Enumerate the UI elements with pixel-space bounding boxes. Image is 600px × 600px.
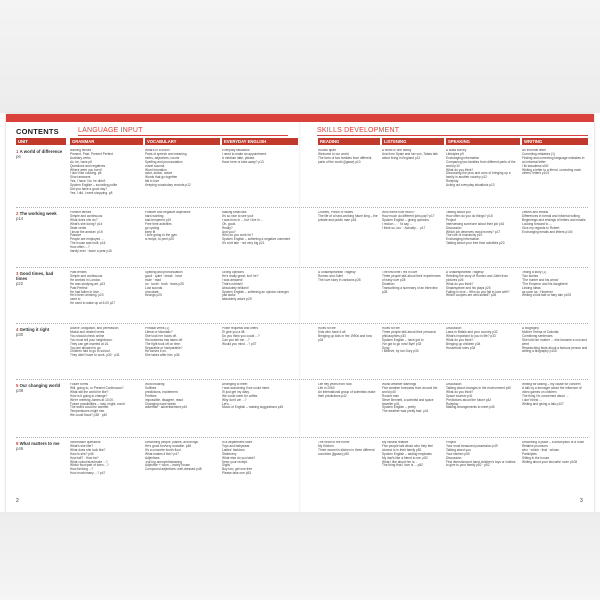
everyday-english-cell: Everyday situations I need to make an appointment. A medium latte, please. Have here or take away? p13 — [222, 149, 267, 164]
vocabulary-cell: Spelling and pronunciation good · quiet · break · heat mule · mad no · tooth · truth · tears p25 Lost sounds chocolate throngs p25 — [145, 271, 184, 298]
reading-cell: A Shakespearean Tragedy Romeo and Juliet The love story in cartoons p26 — [318, 271, 361, 282]
listening-cell: Rules for life Three people talk about their personal philosophies p33 Spoken English – have got to I've got to go now! Bye! p33 Song I Believe, by Ian Dury p33 — [382, 327, 436, 354]
column-header-reading: READING — [318, 138, 380, 145]
row-separator — [16, 437, 588, 438]
speaking-cell: Talking about you How often do you do things? p15 Project Interviewing someone about their job p16 Discussion Which job deserves most money? p17 The role of monarchy p19 Exchanging information Talking about your free time activities p20 — [446, 211, 505, 246]
language-input-rule — [78, 135, 288, 136]
column-header-listening: LISTENING — [382, 138, 444, 145]
vocabulary-cell: Positive and negative adjectives hard-working bad-tempered p19 Free time activities go cycling keep fit I love going to the gym. a recipe, to peel p20 — [145, 211, 191, 242]
unit-row — [16, 209, 588, 265]
everyday-english-cell: Arranging to meet I was wondering if we could meet. I'll just get my diary. We could meet for coffee. Why don't we ...? Let's ... Music of English – making suggestions p45 — [222, 383, 284, 410]
unit-label — [16, 149, 64, 159]
everyday-english-cell: In a department store Toys and babywear Ladies' fashions Stationery What else do you take? Keep your receipt. Signs Buy two, get one free Please take one p53 — [222, 441, 256, 476]
scan-background-bottom — [0, 512, 600, 600]
language-input-heading: LANGUAGE INPUT — [78, 127, 143, 134]
unit-page: p14 — [16, 216, 24, 221]
scan-background-top — [0, 0, 600, 113]
unit-title: Good times, bad times — [16, 271, 54, 281]
column-header-unit: UNIT — [16, 138, 66, 145]
reading-cell: The heart of the home My Kitchen Three women's kitchen in three different countries (jigsaw) p50 — [318, 441, 375, 456]
unit-number: 1 — [16, 149, 19, 154]
speaking-cell: A Shakespearean Tragedy Retelling the story of Romeo and Juliet from pictures p26 What do you think? Shakespeare and his plays p26 Falling in love – Who do you fall in love with? Which couples are well-suited? p28 — [446, 271, 510, 298]
unit-page: p38 — [16, 388, 24, 393]
speaking-cell: Discussion Talking about changes in the environment p40 What do you think? Space tourism p41 Predictions about the future p42 Roleplay Making arrangements to meet p45 — [446, 383, 512, 410]
contents-title: CONTENTS — [16, 127, 59, 136]
grammar-cell: Present tenses Simple and continuous What does she do? What's she doing? p14 State verbs I know the answer. p15 Passive People are employed ... The house was built. p16 How often ...? hardly ever · twice a year p15 — [70, 211, 112, 254]
listening-cell: World weather warnings Five weather forecasts from around the world p40 Rocket man Steve Bennett, a scientist and space traveller p41 Spoken English – pretty The weather was pretty bad. p41 — [382, 383, 438, 414]
column-header-everyday-english: EVERYDAY ENGLISH — [222, 138, 298, 145]
unit-page: p6 — [16, 154, 21, 159]
grammar-cell: Information questions What's she like? What does she look like? How is she? p46 How tall? · How far? What colour/size/make ...? Which floor/part of town ...? How far/long ...? How much/many ...? p47 — [70, 441, 109, 476]
unit-row — [16, 325, 588, 377]
column-header-writing: WRITING — [522, 138, 588, 145]
writing-cell: An informal letter Correcting mistakes (1) Finding and correcting language mistakes in an informal letter I lik stauderss s04! Writing a letter to a friend, correcting each others' letters p103 — [522, 149, 585, 176]
vocabulary-cell: Describing people, places, and things He's good fun/very sociable. p46 It's a concrete fourth floor. What makes it tick? p47 Adjectives -ed/-ing annoyed/amazing Adjective + noun – lovely house Compound adjectives: well-dressed p48 — [145, 441, 202, 472]
page-number-right: 3 — [580, 498, 583, 504]
everyday-english-cell: Giving opinions He's really great, isn't he? I was amazed! That's rubbish! Absolutely brilliant! Spoken English – softening an opinion stronger just awful absolutely adore p29 — [222, 271, 289, 302]
writing-cell: Writing for talking – my cause for concern A talk by a teenager about the influence of video games on children The thing I'm concerned about ... I don't think ... Writing and giving a talk p107 — [522, 383, 582, 406]
unit-row — [16, 269, 588, 321]
row-separator — [16, 379, 588, 380]
unit-title: What matters to me — [19, 441, 60, 446]
unit-label — [16, 327, 64, 337]
vocabulary-cell: Word building Suffixes predictions, excitement Prefixes impossible, disagree, react Changing word stress advertise · advertisement p44 — [145, 383, 187, 410]
contents-spread — [6, 114, 594, 512]
unit-row — [16, 381, 588, 435]
unit-title: The working week — [19, 211, 57, 216]
unit-number: 3 — [16, 271, 19, 276]
writing-cell: Telling a story (1) Two stories 'The hunter and his arrow' 'The Emperor and his daughters' Linking ideas as soon as · However Writing a folk tale or fairy tale p105 — [522, 271, 572, 298]
unit-number: 4 — [16, 327, 19, 332]
row-separator — [16, 323, 588, 324]
reading-cell: Rules for life Kids who have it all Bringing up kids in the 1950s and now p34 — [318, 327, 372, 342]
grammar-cell: Future forms Will, going to, or Present Continuous? What will the world be like? How is it going to change? We're meeting James at 10.00. Future possibilities – may, might, could The world could be warmer. Temperatures might rise. We could flood? p38 · p40 — [70, 383, 125, 418]
unit-page: p46 — [16, 446, 24, 451]
grammar-cell: Advice, obligation, and permission Modal and related verbs You should check online You must tell your neighbours. They can get married at 16. You are allowed to go. Children had to go to school. They didn't have to work. p30 · p31 — [70, 327, 120, 358]
unit-title: Getting it right — [19, 327, 50, 332]
listening-cell: A world in one family Ana from Spain and her son, Tabas talk about living in England p12 — [382, 149, 438, 160]
vocabulary-cell: What's in a word? Parts of speech and meaning verbs, adjectives, nouns Spelling and pronunciation vowel sounds Word formation actor, action, active Words that go together fall in love Keeping vocabulary records p12 — [145, 149, 191, 188]
unit-number: 2 — [16, 211, 19, 216]
grammar-cell: Past tenses Simple and continuous He worked in London. He was studying art. p23 Past Perfect He had fallen in love. He'd been drinking. p23 used to He used to wake up at 6.00 p27 — [70, 271, 116, 306]
unit-number: 6 — [16, 441, 19, 446]
everyday-english-cell: Making small talk It's so nice to see you! I was born in ... but I live in ... Oh, good. Really? And you? Who do you work for? Spoken English – softening a negative comment It's a bit late · not very big p21 — [222, 211, 291, 246]
unit-label — [16, 211, 64, 221]
unit-page: p22 — [16, 281, 24, 286]
column-header-speaking: SPEAKING — [446, 138, 520, 145]
writing-cell: A biography Mother Teresa of Calcutta Combining sentences She told her mother ... she became a nun and went Researching facts about a famous person and writing a biography p106 — [522, 327, 588, 354]
speaking-cell: Project Your most treasured possession p49 Talking about you Your kitchen p50 Discussion Find items/second hand children's toys or clothes to give to your family p52 · p52 — [446, 441, 516, 468]
listening-cell: Who earns how much? How much do different jobs pay? p17 Spoken English – giving opinions I reckon ... · I'd say ... I think so, too. · Actually ... p17 — [382, 211, 435, 230]
skills-development-rule — [317, 135, 588, 136]
red-top-bar — [6, 114, 594, 122]
unit-title: A world of difference — [19, 149, 63, 154]
unit-page: p30 — [16, 332, 24, 337]
reading-cell: Worlds apart Welcome to our world The lives of two families from different parts of the world (jigsaw) p10 — [318, 149, 372, 164]
skills-development-heading: SKILLS DEVELOPMENT — [317, 127, 400, 134]
unit-title: Our changing world — [19, 383, 61, 388]
unit-row — [16, 439, 588, 493]
page-number-left: 2 — [16, 498, 19, 504]
writing-cell: Letters and emails Differences in formal and informal writing Beginnings and endings of letters and emails Looking forward to ... Give my regards to Robert Exchanging emails and letters p104 — [522, 211, 586, 234]
speaking-cell: A class survey Lifestyles p9 Exchanging information Comparing two families from different parts of the world p10 What do you think? Discussing the pros and cons of bringing up a family in another country p12 Roleplay Acting out everyday situations p13 — [446, 149, 516, 188]
reading-cell: Life fifty years from now Life in 2060 An international group of scientists make their predictions p42 — [318, 383, 376, 398]
row-separator — [16, 207, 588, 208]
row-separator — [16, 267, 588, 268]
grammar-cell: Naming tenses Present, Past, Present Perfect Auxiliary verbs do, be, have p6 Questions and negatives Where were you born? I don't like cooking. p8 Short answers Yes, I have. No, he didn't. Spoken English – sounding polite Did you have a good day? Yes, I did. I went shopping. p8 — [70, 149, 118, 195]
writing-cell: Describing a place – a description of a room Relative pronouns who · which · that · whose Participles Sitting in the house Writing about your favourite room p108 — [522, 441, 585, 464]
unit-row — [16, 147, 588, 205]
column-header-vocabulary: VOCABULARY — [145, 138, 220, 145]
unit-label — [16, 383, 64, 393]
listening-cell: The first time I fell in love Three people talk about their experiences of early love p28 Dictation Transcribing a summary of an interview p28 — [382, 271, 441, 294]
unit-label — [16, 441, 64, 451]
everyday-english-cell: Polite requests and offers I'll give you a lift. Do you think you could ...? Can you tell me ...? Would you mind ...? p37 — [222, 327, 260, 346]
unit-label — [16, 271, 64, 286]
column-header-grammar: GRAMMAR — [70, 138, 143, 145]
vocabulary-cell: Phrasal verbs (1) Literal or idiomatic? She took her boots off. His business has taken off. The fight took off on time. Separable or inseparable? He turned it on. She takes after him. p36 — [145, 327, 184, 358]
unit-number: 5 — [16, 383, 19, 388]
speaking-cell: Discussion Laws in Britain and your country p32 What's important to you in life? p33 What do you think? Bringing up children p34 Household rules p34 — [446, 327, 498, 350]
listening-cell: My closest relative Five people talk about who they feel closest to in their family p52 Spoken English – adding emphasis My dad's like a friend to me. p52 What I like about her is ... The thing that I love is ... p52 — [382, 441, 433, 468]
reading-cell: Charles, Prince of Wales The life of a hard-working future king – the private and public man p18 — [318, 211, 378, 222]
